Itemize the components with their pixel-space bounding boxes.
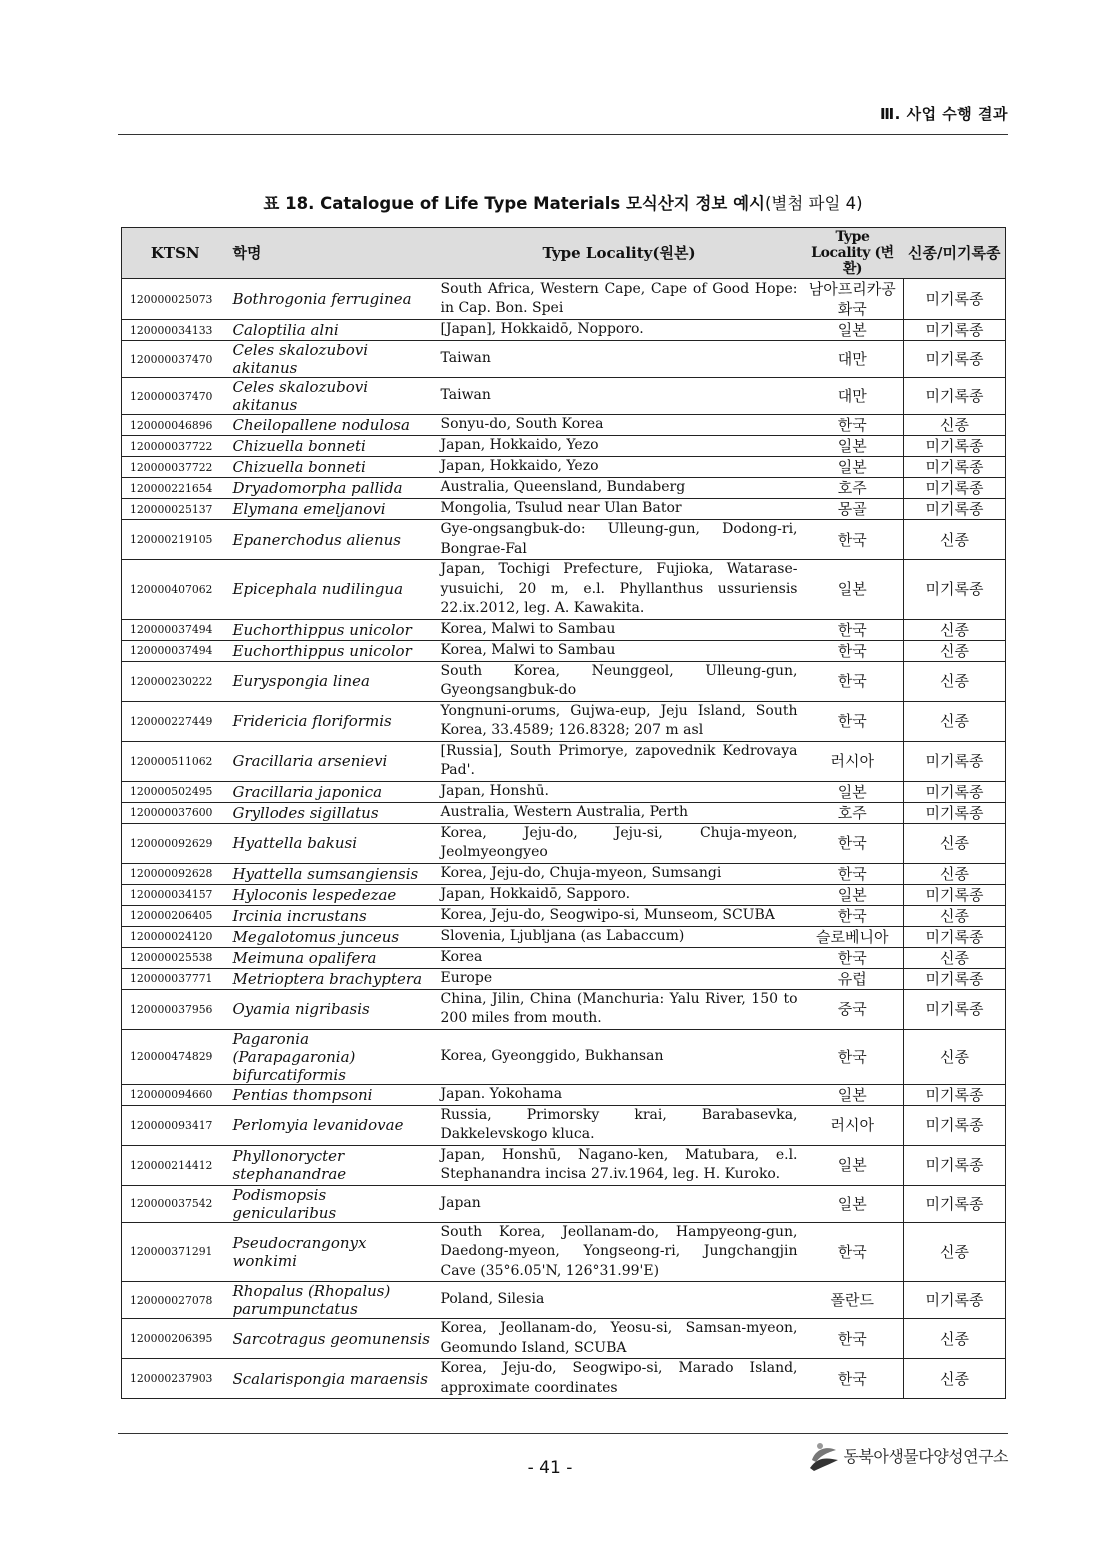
cell-type-locality-converted: 한국 <box>802 701 904 741</box>
cell-scientific-name: Scalarispongia maraensis <box>229 1359 437 1399</box>
cell-ktsn: 120000093417 <box>122 1105 229 1145</box>
cell-status: 미기록종 <box>904 1185 1006 1222</box>
table-row <box>122 1359 1006 1399</box>
cell-type-locality-converted: 한국 <box>802 905 904 926</box>
cell-scientific-name: Podismopsis genicularibus <box>229 1185 437 1222</box>
table-body <box>122 279 1006 1399</box>
cell-type-locality-original: Japan. Yokohama <box>437 1084 802 1105</box>
cell-type-locality-converted: 한국 <box>802 947 904 968</box>
cell-type-locality-original: Mongolia, Tsulud near Ulan Bator <box>437 499 802 520</box>
cell-scientific-name: Dryadomorpha pallida <box>229 478 437 499</box>
column-header-scientific-name: 학명 <box>229 228 437 279</box>
cell-type-locality-original: Korea, Jeju-do, Chuja-myeon, Sumsangi <box>437 863 802 884</box>
table-caption <box>118 190 1008 214</box>
cell-type-locality-original: Japan, Hokkaidō, Sapporo. <box>437 884 802 905</box>
cell-scientific-name: Fridericia floriformis <box>229 701 437 741</box>
cell-ktsn: 120000502495 <box>122 781 229 802</box>
cell-status: 신종 <box>904 520 1006 560</box>
cell-scientific-name: Elymana emeljanovi <box>229 499 437 520</box>
cell-ktsn: 120000230222 <box>122 661 229 701</box>
cell-type-locality-original: South Korea, Neunggeol, Ulleung-gun, Gyeongsangbuk-do <box>437 661 802 701</box>
cell-type-locality-original: Sonyu-do, South Korea <box>437 415 802 436</box>
cell-status: 미기록종 <box>904 279 1006 320</box>
cell-type-locality-original: Japan, Honshū. <box>437 781 802 802</box>
cell-type-locality-original: [Japan], Hokkaidō, Nopporo. <box>437 320 802 341</box>
cell-type-locality-original: South Africa, Western Cape, Cape of Good Hope: in Cap. Bon. Spei <box>437 279 802 320</box>
cell-status: 신종 <box>904 661 1006 701</box>
cell-scientific-name: Hyattella bakusi <box>229 823 437 863</box>
type-materials-table <box>121 227 1006 1399</box>
cell-scientific-name: Chizuella bonneti <box>229 436 437 457</box>
table-row <box>122 701 1006 741</box>
cell-scientific-name: Pagaronia (Parapagaronia) bifurcatiformis <box>229 1029 437 1084</box>
cell-ktsn: 120000474829 <box>122 1029 229 1084</box>
cell-type-locality-original: Korea, Jeju-do, Jeju-si, Chuja-myeon, Jeolmyeongyeo <box>437 823 802 863</box>
table-row <box>122 823 1006 863</box>
cell-type-locality-original: [Russia], South Primorye, zapovednik Kedrovaya Pad'. <box>437 741 802 781</box>
table-row <box>122 1222 1006 1282</box>
table-row <box>122 499 1006 520</box>
cell-status: 신종 <box>904 863 1006 884</box>
caption-suffix: (별첨 파일 4) <box>764 194 863 213</box>
cell-status: 미기록종 <box>904 560 1006 620</box>
cell-type-locality-original: Gye-ongsangbuk-do: Ulleung-gun, Dodong-ri, Bongrae-Fal <box>437 520 802 560</box>
institute-logo <box>806 1438 1008 1472</box>
cell-scientific-name: Epicephala nudilingua <box>229 560 437 620</box>
cell-scientific-name: Meimuna opalifera <box>229 947 437 968</box>
cell-scientific-name: Metrioptera brachyptera <box>229 968 437 989</box>
cell-scientific-name: Gracillaria arsenievi <box>229 741 437 781</box>
cell-scientific-name: Euchorthippus unicolor <box>229 619 437 640</box>
cell-ktsn: 120000037542 <box>122 1185 229 1222</box>
cell-type-locality-converted: 한국 <box>802 823 904 863</box>
table-row <box>122 560 1006 620</box>
cell-ktsn: 120000037771 <box>122 968 229 989</box>
cell-type-locality-original: Korea, Malwi to Sambau <box>437 619 802 640</box>
cell-type-locality-original: Korea, Gyeonggido, Bukhansan <box>437 1029 802 1084</box>
cell-type-locality-converted: 슬로베니아 <box>802 926 904 947</box>
institute-name: 동북아생물다양성연구소 <box>843 1446 1008 1466</box>
page-number: - 41 - <box>527 1458 573 1478</box>
cell-type-locality-original: Taiwan <box>437 378 802 415</box>
cell-status: 미기록종 <box>904 884 1006 905</box>
cell-type-locality-converted: 한국 <box>802 415 904 436</box>
cell-ktsn: 120000206405 <box>122 905 229 926</box>
cell-type-locality-original: Slovenia, Ljubljana (as Labaccum) <box>437 926 802 947</box>
table-row <box>122 661 1006 701</box>
cell-status: 신종 <box>904 619 1006 640</box>
table-row <box>122 741 1006 781</box>
cell-type-locality-original: Korea <box>437 947 802 968</box>
cell-scientific-name: Perlomyia levanidovae <box>229 1105 437 1145</box>
cell-status: 미기록종 <box>904 320 1006 341</box>
cell-type-locality-converted: 한국 <box>802 661 904 701</box>
cell-ktsn: 120000237903 <box>122 1359 229 1399</box>
cell-type-locality-converted: 일본 <box>802 1145 904 1185</box>
cell-type-locality-original: Yongnuni-orums, Gujwa-eup, Jeju Island, South Korea, 33.4589; 126.8328; 207 m asl <box>437 701 802 741</box>
table-row <box>122 415 1006 436</box>
cell-type-locality-original: Japan, Hokkaido, Yezo <box>437 457 802 478</box>
cell-ktsn: 120000025137 <box>122 499 229 520</box>
cell-status: 신종 <box>904 701 1006 741</box>
table-row <box>122 781 1006 802</box>
cell-scientific-name: Megalotomus junceus <box>229 926 437 947</box>
cell-ktsn: 120000037600 <box>122 802 229 823</box>
cell-status: 미기록종 <box>904 378 1006 415</box>
cell-type-locality-converted: 러시아 <box>802 1105 904 1145</box>
cell-status: 신종 <box>904 1359 1006 1399</box>
cell-scientific-name: Ircinia incrustans <box>229 905 437 926</box>
cell-type-locality-converted: 폴란드 <box>802 1282 904 1319</box>
cell-type-locality-converted: 일본 <box>802 884 904 905</box>
cell-type-locality-original: Poland, Silesia <box>437 1282 802 1319</box>
cell-type-locality-converted: 한국 <box>802 520 904 560</box>
table-row <box>122 926 1006 947</box>
table-row <box>122 640 1006 661</box>
cell-ktsn: 120000511062 <box>122 741 229 781</box>
cell-ktsn: 120000037722 <box>122 436 229 457</box>
cell-status: 미기록종 <box>904 1084 1006 1105</box>
table-row <box>122 478 1006 499</box>
table-row <box>122 378 1006 415</box>
cell-type-locality-converted: 중국 <box>802 989 904 1029</box>
cell-ktsn: 120000094660 <box>122 1084 229 1105</box>
cell-ktsn: 120000371291 <box>122 1222 229 1282</box>
cell-type-locality-converted: 일본 <box>802 1084 904 1105</box>
cell-status: 미기록종 <box>904 1105 1006 1145</box>
cell-type-locality-original: Korea, Jeju-do, Seogwipo-si, Munseom, SCUBA <box>437 905 802 926</box>
table-row <box>122 457 1006 478</box>
cell-ktsn: 120000407062 <box>122 560 229 620</box>
cell-type-locality-original: Korea, Jeollanam-do, Yeosu-si, Samsan-myeon, Geomundo Island, SCUBA <box>437 1319 802 1359</box>
cell-scientific-name: Epanerchodus alienus <box>229 520 437 560</box>
cell-type-locality-original: Russia, Primorsky krai, Barabasevka, Dakkelevskogo kluca. <box>437 1105 802 1145</box>
cell-ktsn: 120000219105 <box>122 520 229 560</box>
cell-ktsn: 120000037494 <box>122 640 229 661</box>
cell-status: 신종 <box>904 905 1006 926</box>
cell-status: 신종 <box>904 1319 1006 1359</box>
table-row <box>122 341 1006 378</box>
cell-type-locality-original: Japan, Honshū, Nagano-ken, Matubara, e.l. Stephanandra incisa 27.iv.1964, leg. H. Kuroko. <box>437 1145 802 1185</box>
cell-type-locality-converted: 한국 <box>802 1319 904 1359</box>
table-row <box>122 1319 1006 1359</box>
table-row <box>122 989 1006 1029</box>
cell-scientific-name: Pseudocrangonyx wonkimi <box>229 1222 437 1282</box>
table-row <box>122 436 1006 457</box>
cell-ktsn: 120000034133 <box>122 320 229 341</box>
cell-type-locality-converted: 러시아 <box>802 741 904 781</box>
caption-label: 표 18. Catalogue of Life Type Materials 모식산지 정보 예시 <box>263 194 765 213</box>
footer-divider <box>118 1433 1008 1434</box>
cell-type-locality-original: Taiwan <box>437 341 802 378</box>
table-row <box>122 1145 1006 1185</box>
cell-status: 미기록종 <box>904 802 1006 823</box>
cell-scientific-name: Oyamia nigribasis <box>229 989 437 1029</box>
cell-ktsn: 120000037470 <box>122 378 229 415</box>
cell-type-locality-original: Australia, Queensland, Bundaberg <box>437 478 802 499</box>
cell-scientific-name: Bothrogonia ferruginea <box>229 279 437 320</box>
cell-status: 미기록종 <box>904 478 1006 499</box>
cell-type-locality-converted: 유럽 <box>802 968 904 989</box>
cell-type-locality-converted: 호주 <box>802 802 904 823</box>
cell-type-locality-original: Europe <box>437 968 802 989</box>
cell-status: 미기록종 <box>904 341 1006 378</box>
cell-status: 신종 <box>904 823 1006 863</box>
table-row <box>122 1282 1006 1319</box>
cell-scientific-name: Rhopalus (Rhopalus) parumpunctatus <box>229 1282 437 1319</box>
table-row <box>122 968 1006 989</box>
cell-status: 미기록종 <box>904 1282 1006 1319</box>
table-row <box>122 1084 1006 1105</box>
cell-scientific-name: Celes skalozubovi akitanus <box>229 341 437 378</box>
cell-type-locality-original: China, Jilin, China (Manchuria: Yalu River, 150 to 200 miles from mouth. <box>437 989 802 1029</box>
table-row <box>122 1029 1006 1084</box>
running-header: Ⅲ. 사업 수행 결과 <box>880 105 1008 123</box>
cell-status: 신종 <box>904 415 1006 436</box>
cell-ktsn: 120000025073 <box>122 279 229 320</box>
table-row <box>122 320 1006 341</box>
cell-type-locality-converted: 일본 <box>802 457 904 478</box>
cell-type-locality-converted: 몽골 <box>802 499 904 520</box>
cell-type-locality-converted: 대만 <box>802 378 904 415</box>
cell-ktsn: 120000037494 <box>122 619 229 640</box>
cell-ktsn: 120000214412 <box>122 1145 229 1185</box>
cell-ktsn: 120000227449 <box>122 701 229 741</box>
cell-status: 미기록종 <box>904 926 1006 947</box>
cell-type-locality-original: Australia, Western Australia, Perth <box>437 802 802 823</box>
cell-scientific-name: Caloptilia alni <box>229 320 437 341</box>
cell-scientific-name: Sarcotragus geomunensis <box>229 1319 437 1359</box>
cell-type-locality-converted: 한국 <box>802 619 904 640</box>
cell-type-locality-original: Japan <box>437 1185 802 1222</box>
cell-type-locality-converted: 호주 <box>802 478 904 499</box>
table-row <box>122 279 1006 320</box>
cell-status: 미기록종 <box>904 741 1006 781</box>
cell-scientific-name: Cheilopallene nodulosa <box>229 415 437 436</box>
cell-ktsn: 120000037956 <box>122 989 229 1029</box>
cell-status: 미기록종 <box>904 968 1006 989</box>
cell-type-locality-original: Japan, Hokkaido, Yezo <box>437 436 802 457</box>
cell-scientific-name: Pentias thompsoni <box>229 1084 437 1105</box>
cell-type-locality-original: Korea, Malwi to Sambau <box>437 640 802 661</box>
column-header-type-locality-original: Type Locality(원본) <box>437 228 802 279</box>
cell-type-locality-converted: 한국 <box>802 1222 904 1282</box>
cell-status: 미기록종 <box>904 989 1006 1029</box>
cell-type-locality-converted: 남아프리카공화국 <box>802 279 904 320</box>
cell-status: 미기록종 <box>904 781 1006 802</box>
cell-type-locality-converted: 일본 <box>802 781 904 802</box>
table-row <box>122 947 1006 968</box>
table-header-row <box>122 228 1006 279</box>
cell-ktsn: 120000037722 <box>122 457 229 478</box>
cell-status: 미기록종 <box>904 1145 1006 1185</box>
cell-type-locality-converted: 대만 <box>802 341 904 378</box>
column-header-new-or-unrecorded: 신종/미기록종 <box>904 228 1006 279</box>
cell-scientific-name: Gryllodes sigillatus <box>229 802 437 823</box>
cell-type-locality-converted: 한국 <box>802 863 904 884</box>
institute-leaf-icon <box>806 1438 840 1472</box>
table-row <box>122 863 1006 884</box>
cell-status: 신종 <box>904 1222 1006 1282</box>
cell-type-locality-converted: 일본 <box>802 560 904 620</box>
cell-type-locality-original: South Korea, Jeollanam-do, Hampyeong-gun, Daedong-myeon, Yongseong-ri, Jungchangjin Cave (35°6.05'N, 126°31.99'E) <box>437 1222 802 1282</box>
cell-ktsn: 120000027078 <box>122 1282 229 1319</box>
cell-scientific-name: Celes skalozubovi akitanus <box>229 378 437 415</box>
cell-ktsn: 120000221654 <box>122 478 229 499</box>
cell-ktsn: 120000092629 <box>122 823 229 863</box>
cell-scientific-name: Chizuella bonneti <box>229 457 437 478</box>
column-header-ktsn: KTSN <box>122 228 229 279</box>
table-row <box>122 1185 1006 1222</box>
cell-ktsn: 120000092628 <box>122 863 229 884</box>
cell-ktsn: 120000025538 <box>122 947 229 968</box>
cell-scientific-name: Euchorthippus unicolor <box>229 640 437 661</box>
cell-status: 신종 <box>904 1029 1006 1084</box>
cell-status: 미기록종 <box>904 499 1006 520</box>
cell-ktsn: 120000034157 <box>122 884 229 905</box>
table-row <box>122 1105 1006 1145</box>
cell-status: 미기록종 <box>904 436 1006 457</box>
table-row <box>122 520 1006 560</box>
cell-type-locality-converted: 한국 <box>802 640 904 661</box>
cell-type-locality-converted: 일본 <box>802 1185 904 1222</box>
table-row <box>122 905 1006 926</box>
cell-status: 미기록종 <box>904 457 1006 478</box>
header-divider <box>118 134 1008 135</box>
cell-scientific-name: Hyattella sumsangiensis <box>229 863 437 884</box>
cell-type-locality-original: Japan, Tochigi Prefecture, Fujioka, Watarase-yusuichi, 20 m, e.l. Phyllanthus ussuriensis 22.ix.2012, leg. A. Kawakita. <box>437 560 802 620</box>
cell-status: 신종 <box>904 947 1006 968</box>
cell-type-locality-converted: 일본 <box>802 436 904 457</box>
cell-scientific-name: Phyllonorycter stephanandrae <box>229 1145 437 1185</box>
cell-ktsn: 120000024120 <box>122 926 229 947</box>
cell-scientific-name: Gracillaria japonica <box>229 781 437 802</box>
cell-type-locality-converted: 한국 <box>802 1359 904 1399</box>
cell-type-locality-converted: 일본 <box>802 320 904 341</box>
table-row <box>122 619 1006 640</box>
table-row <box>122 802 1006 823</box>
cell-ktsn: 120000037470 <box>122 341 229 378</box>
table-row <box>122 884 1006 905</box>
cell-ktsn: 120000206395 <box>122 1319 229 1359</box>
cell-ktsn: 120000046896 <box>122 415 229 436</box>
cell-type-locality-original: Korea, Jeju-do, Seogwipo-si, Marado Island, approximate coordinates <box>437 1359 802 1399</box>
cell-scientific-name: Hyloconis lespedezae <box>229 884 437 905</box>
column-header-type-locality-converted: Type Locality (변환) <box>802 228 904 279</box>
cell-scientific-name: Euryspongia linea <box>229 661 437 701</box>
cell-type-locality-converted: 한국 <box>802 1029 904 1084</box>
cell-status: 신종 <box>904 640 1006 661</box>
